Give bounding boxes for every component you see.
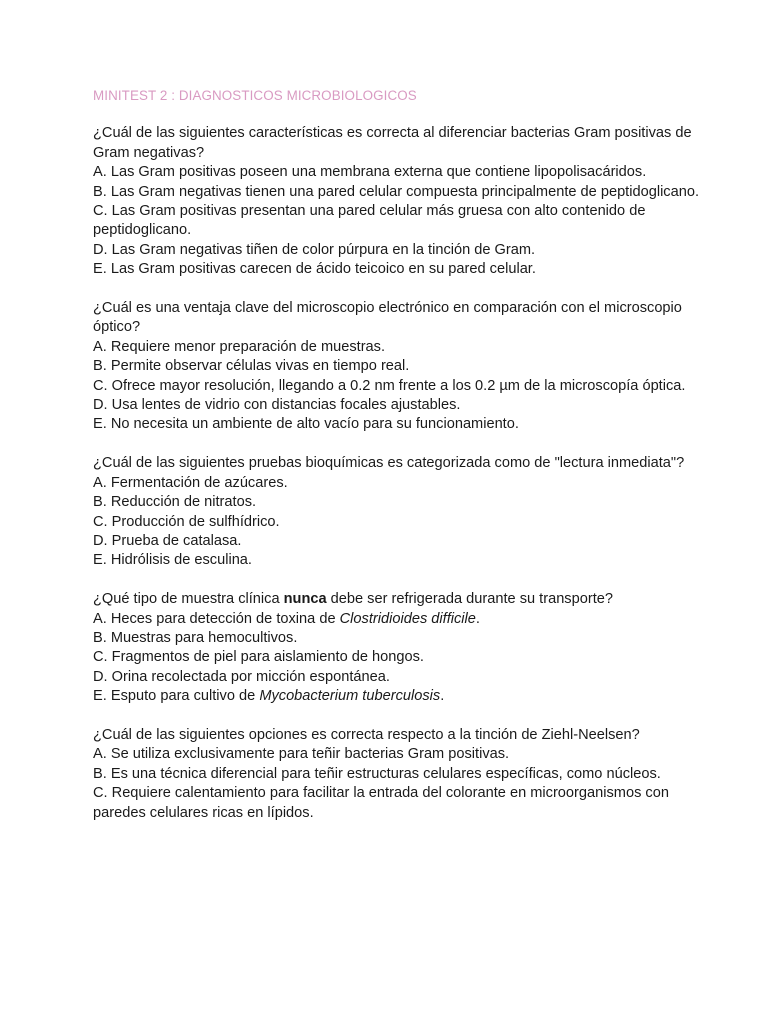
emphasis-bold: nunca [283, 591, 327, 608]
option-b: B. Es una técnica diferencial para teñir estructuras celulares específicas, como núcleos. [93, 765, 661, 782]
option-c: C. Producción de sulfhídrico. [93, 513, 280, 530]
species-name: Mycobacterium tuberculosis [259, 688, 441, 705]
question-text: ¿Qué tipo de muestra clínica nunca debe ser refrigerada durante su transporte? [93, 591, 613, 608]
option-c: C. Fragmentos de piel para aislamiento de hongos. [93, 649, 424, 666]
option-a: A. Requiere menor preparación de muestras. [93, 338, 386, 355]
question-text: ¿Cuál es una ventaja clave del microscopio electrónico en comparación con el microscopio óptico? [93, 300, 682, 336]
option-b: B. Reducción de nitratos. [93, 494, 257, 511]
option-d: D. Orina recolectada por micción espontánea. [93, 668, 390, 685]
option-b: B. Muestras para hemocultivos. [93, 629, 298, 646]
option-a: A. Fermentación de azúcares. [93, 474, 288, 491]
document-title: MINITEST 2 : DIAGNOSTICOS MICROBIOLOGICOS [93, 88, 417, 103]
option-d: D. Usa lentes de vidrio con distancias focales ajustables. [93, 397, 461, 414]
option-c: C. Ofrece mayor resolución, llegando a 0.2 nm frente a los 0.2 µm de la microscopía óptica. [93, 377, 686, 394]
question-4 [93, 590, 723, 706]
option-e: E. Hidrólisis de esculina. [93, 552, 252, 569]
question-text: ¿Cuál de las siguientes pruebas bioquímicas es categorizada como de "lectura inmediata"? [93, 455, 685, 472]
option-a: A. Se utiliza exclusivamente para teñir bacterias Gram positivas. [93, 746, 510, 763]
species-name: Clostridioides difficile [339, 610, 476, 627]
question-1 [93, 124, 723, 279]
question-text: ¿Cuál de las siguientes características es correcta al diferenciar bacterias Gram positivas de Gram negativas? [93, 125, 692, 161]
option-d: D. Prueba de catalasa. [93, 532, 242, 549]
option-c: C. Requiere calentamiento para facilitar la entrada del colorante en microorganismos con paredes celulares ricas en lípidos. [93, 785, 669, 821]
option-e: E. Esputo para cultivo de Mycobacterium tuberculosis. [93, 688, 445, 705]
option-c: C. Las Gram positivas presentan una pared celular más gruesa con alto contenido de peptidoglicano. [93, 203, 646, 239]
question-2 [93, 299, 723, 435]
question-text: ¿Cuál de las siguientes opciones es correcta respecto a la tinción de Ziehl-Neelsen? [93, 726, 640, 743]
option-d: D. Las Gram negativas tiñen de color púrpura en la tinción de Gram. [93, 241, 536, 258]
question-5 [93, 726, 723, 823]
option-e: E. Las Gram positivas carecen de ácido teicoico en su pared celular. [93, 261, 536, 278]
question-3 [93, 454, 723, 570]
document-page [93, 86, 723, 842]
option-b: B. Las Gram negativas tienen una pared celular compuesta principalmente de peptidoglicano. [93, 183, 700, 200]
option-a: A. Las Gram positivas poseen una membrana externa que contiene lipopolisacáridos. [93, 164, 647, 181]
option-e: E. No necesita un ambiente de alto vacío para su funcionamiento. [93, 416, 519, 433]
option-a: A. Heces para detección de toxina de Clostridioides difficile. [93, 610, 480, 627]
option-b: B. Permite observar células vivas en tiempo real. [93, 358, 410, 375]
